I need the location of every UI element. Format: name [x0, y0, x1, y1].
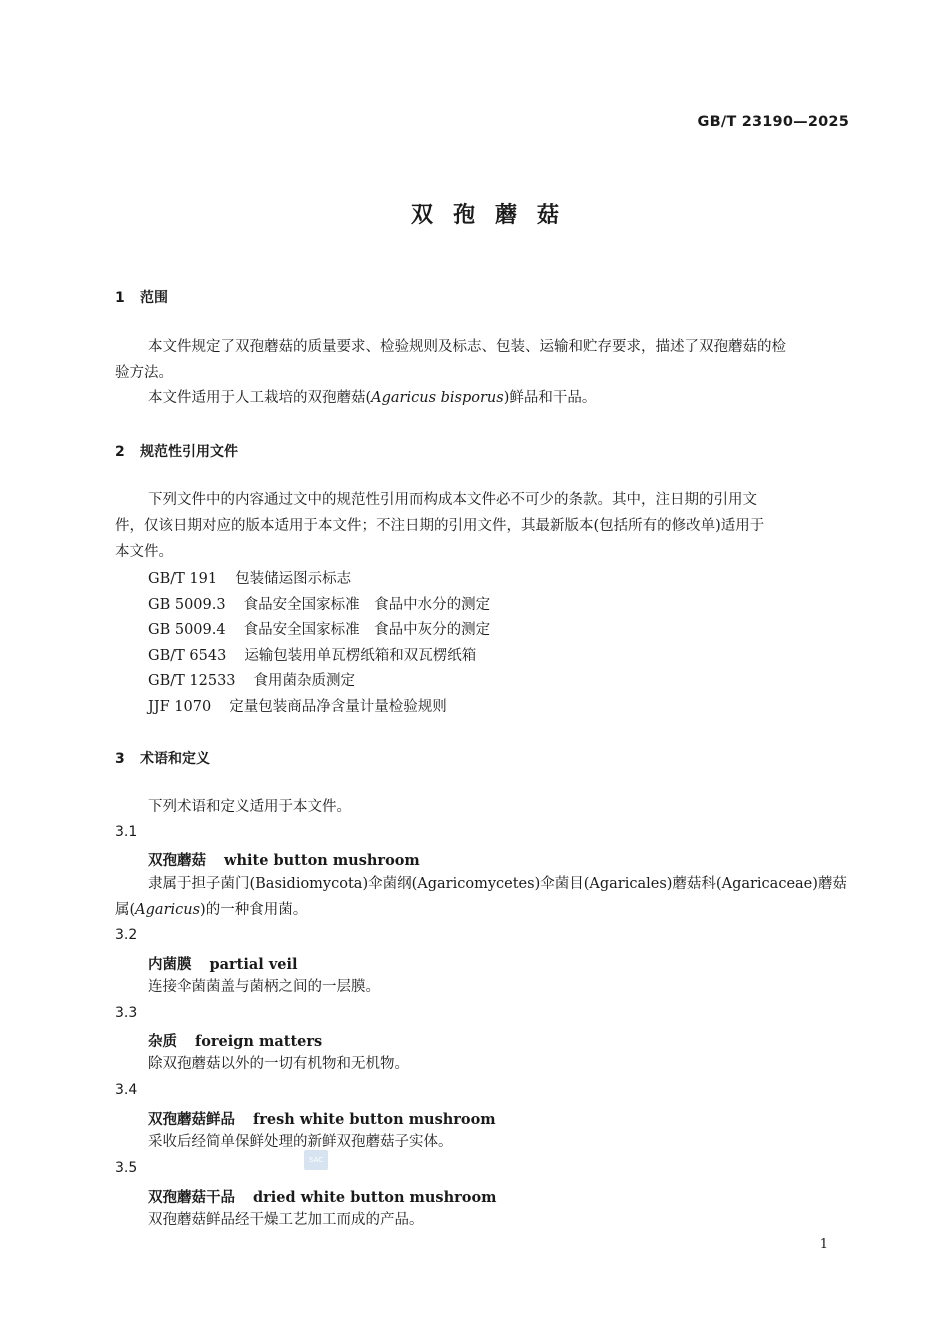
latin-name: Agaricus	[135, 902, 201, 918]
reference-code: GB/T 191	[148, 571, 218, 587]
references-intro	[115, 487, 850, 565]
reference-code: GB/T 12533	[148, 673, 236, 689]
text-line: 下列术语和定义适用于本文件。	[148, 799, 351, 815]
text-line: 件，仅该日期对应的版本适用于本文件；不注日期的引用文件，其最新版本(包括所有的修改单)适用于	[115, 518, 765, 534]
term-en: partial veil	[209, 956, 298, 973]
term-zh: 内菌膜	[148, 957, 192, 973]
term-zh: 双孢蘑菇	[148, 853, 206, 869]
text-line: 连接伞菌菌盖与菌柄之间的一层膜。	[148, 979, 380, 995]
clause-number: 3.2	[115, 927, 138, 943]
term-en: dried white button mushroom	[253, 1189, 497, 1206]
text-line: 双孢蘑菇鲜品经干燥工艺加工而成的产品。	[148, 1212, 424, 1228]
watermark-logo: SAC	[304, 1150, 328, 1170]
latin-name: Agaricus bisporus	[371, 390, 504, 406]
section-heading-terms	[115, 748, 210, 768]
section-number: 1	[115, 290, 125, 306]
term-zh: 双孢蘑菇鲜品	[148, 1112, 235, 1128]
scope-paragraph-1	[115, 334, 850, 386]
section-number: 2	[115, 444, 125, 460]
standard-code: GB/T 23190—2025	[697, 114, 849, 130]
section-number: 3	[115, 751, 125, 767]
reference-item	[148, 644, 476, 665]
section-title: 范围	[140, 290, 168, 306]
reference-item	[148, 669, 355, 690]
text-line: 下列文件中的内容通过文中的规范性引用而构成本文件必不可少的条款。其中，注日期的引用文	[148, 492, 757, 508]
term-heading	[148, 849, 420, 870]
term-definition	[115, 1129, 850, 1155]
reference-item	[148, 567, 351, 588]
section-title: 术语和定义	[140, 751, 210, 767]
reference-title: 包装储运图示标志	[235, 571, 352, 587]
clause-number: 3.1	[115, 824, 138, 840]
term-zh: 双孢蘑菇干品	[148, 1190, 235, 1206]
reference-title: 定量包装商品净含量计量检验规则	[229, 699, 447, 715]
term-en: fresh white button mushroom	[253, 1111, 496, 1128]
text-line: 除双孢蘑菇以外的一切有机物和无机物。	[148, 1056, 409, 1072]
reference-code: JJF 1070	[148, 699, 212, 715]
term-heading	[148, 1186, 496, 1207]
term-zh: 杂质	[148, 1034, 177, 1050]
term-definition	[115, 1051, 850, 1077]
text-line: 隶属于担子菌门(Basidiomycota)伞菌纲(Agaricomycetes)伞菌目(Agaricales)蘑菇科(Agaricaceae)蘑菇	[148, 876, 847, 892]
reference-title: 运输包装用单瓦楞纸箱和双瓦楞纸箱	[244, 648, 477, 664]
text-line: 采收后经简单保鲜处理的新鲜双孢蘑菇子实体。	[148, 1134, 453, 1150]
reference-item	[148, 695, 447, 716]
reference-code: GB 5009.4	[148, 622, 226, 638]
text-line: 验方法。	[115, 365, 173, 381]
section-heading-scope	[115, 287, 168, 307]
reference-code: GB/T 6543	[148, 648, 227, 664]
term-definition	[115, 974, 850, 1000]
text-fragment: 本文件适用于人工栽培的双孢蘑菇(	[148, 390, 372, 406]
document-title: 双孢蘑菇	[410, 203, 579, 228]
term-definition	[115, 1207, 850, 1233]
text-line: 本文件。	[115, 544, 173, 560]
reference-title: 食品安全国家标准 食品中灰分的测定	[243, 622, 491, 638]
clause-number: 3.4	[115, 1082, 138, 1098]
reference-title: 食品安全国家标准 食品中水分的测定	[243, 597, 491, 613]
text-fragment: )的一种食用菌。	[200, 902, 308, 918]
reference-item	[148, 618, 490, 639]
page-number: 1	[819, 1237, 828, 1252]
clause-number: 3.3	[115, 1005, 138, 1021]
reference-code: GB 5009.3	[148, 597, 226, 613]
clause-number: 3.5	[115, 1160, 138, 1176]
text-fragment: )鲜品和干品。	[503, 390, 597, 406]
text-fragment: 属(	[115, 902, 136, 918]
reference-item	[148, 593, 490, 614]
section-title: 规范性引用文件	[140, 444, 238, 460]
terms-intro	[115, 794, 850, 820]
reference-title: 食用菌杂质测定	[253, 673, 356, 689]
term-en: white button mushroom	[224, 852, 420, 869]
term-heading	[148, 1108, 496, 1129]
term-en: foreign matters	[195, 1033, 323, 1050]
term-definition	[115, 871, 850, 923]
term-heading	[148, 1030, 322, 1051]
section-heading-normative-references	[115, 441, 238, 461]
text-line: 本文件规定了双孢蘑菇的质量要求、检验规则及标志、包装、运输和贮存要求，描述了双孢蘑菇的检	[148, 339, 786, 355]
scope-paragraph-2	[115, 385, 850, 411]
term-heading	[148, 953, 298, 974]
